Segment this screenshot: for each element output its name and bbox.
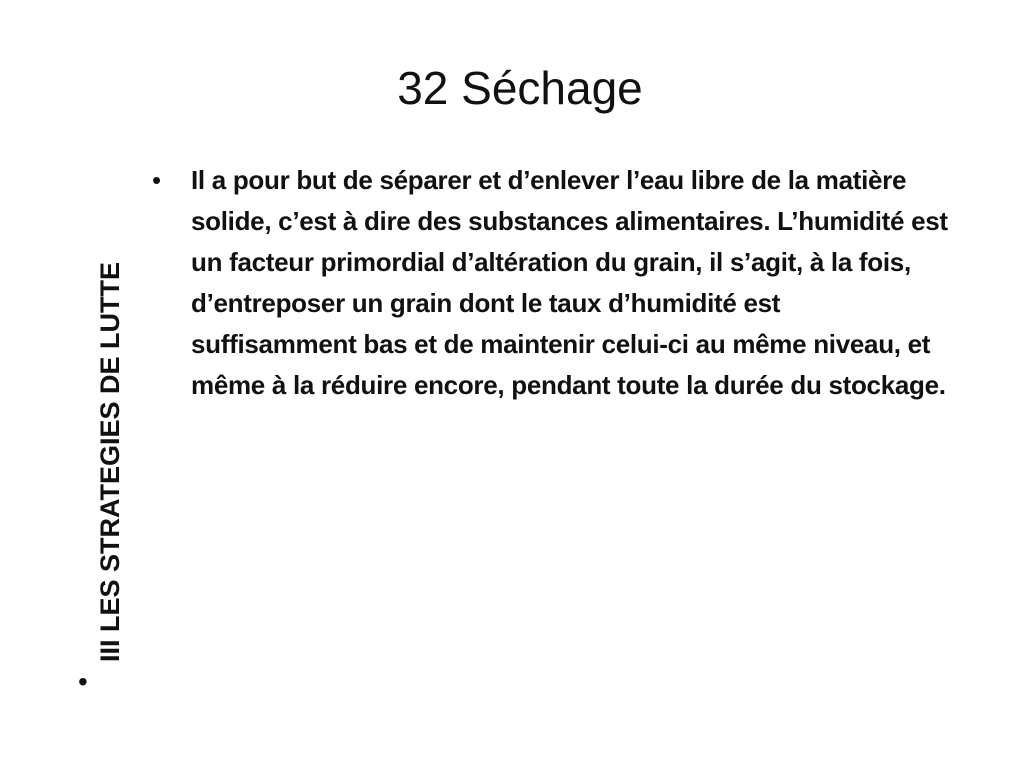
body-paragraph: Il a pour but de séparer et d’enlever l’eau libre de la matière solide, c’est à dire des substances alimentaires. L’humidité est un facteur primordial d’altération du grain, il s’agit, à la fois, d’entreposer un grain dont le taux d’humidité est suffisamment bas et de maintenir celui-ci au même niveau, et même à la réduire encore, pendant toute la durée du stockage. [191,165,948,400]
side-heading: III LES STRATEGIES DE LUTTE [95,261,125,662]
side-heading-block [62,195,125,710]
list-item [148,160,948,406]
side-bullet-icon: • [78,666,88,697]
content-list [148,160,948,406]
bullet-icon: • [152,165,162,195]
slide-title: 32 Séchage [397,62,643,114]
